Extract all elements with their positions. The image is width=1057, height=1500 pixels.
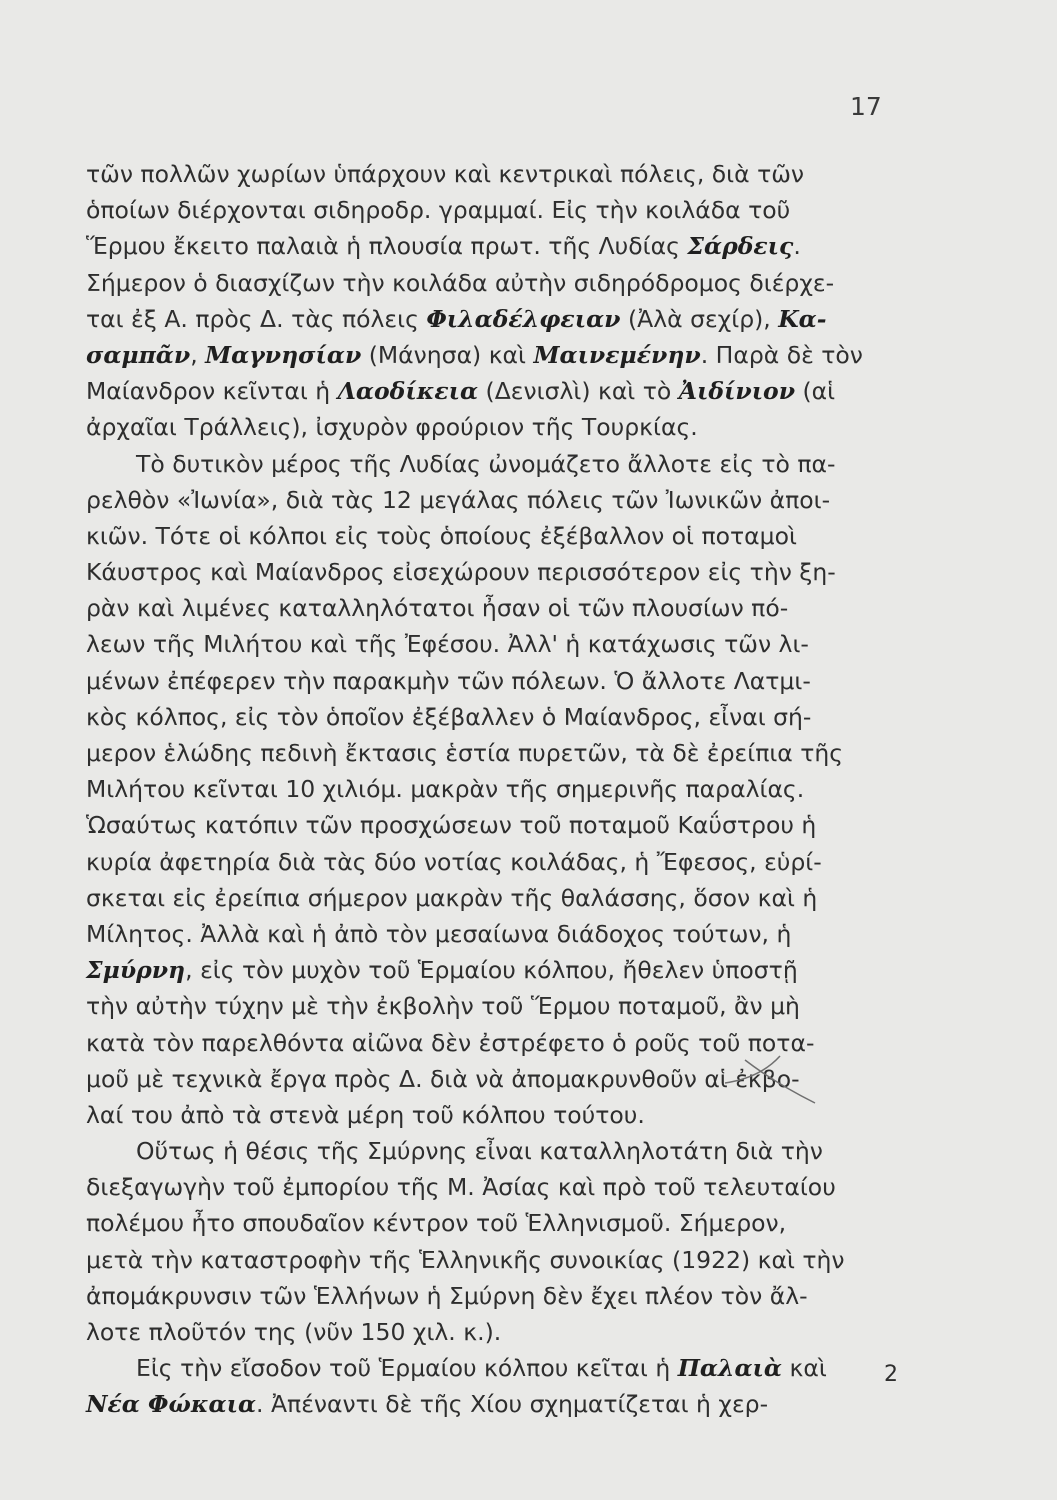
text-line [86, 409, 946, 445]
text-line [86, 192, 946, 228]
text-run: Οὕτως ἡ θέσις τῆς Σμύρνης εἶναι καταλληλοτάτη διὰ τὴν [136, 1137, 823, 1166]
text-run: , εἰς τὸν μυχὸν τοῦ Ἑρμαίου κόλπου, ἤθελεν ὑποστῇ [185, 956, 798, 985]
text-line [86, 1314, 946, 1350]
text-run: μετὰ τὴν καταστροφὴν τῆς Ἑλληνικῆς συνοικίας (1922) καὶ τὴν [86, 1245, 845, 1274]
text-line [86, 771, 946, 807]
sheet-signature: 2 [884, 1362, 898, 1387]
text-line [86, 301, 946, 337]
body-text [86, 156, 946, 1423]
place-name: Νέα Φώκαια [86, 1390, 257, 1419]
text-line [86, 228, 946, 264]
text-run: ται ἐξ Α. πρὸς Δ. τὰς πόλεις [86, 304, 427, 333]
text-run: (αἱ [795, 377, 836, 406]
text-run: μένων ἐπέφερεν τὴν παρακμὴν τῶν πόλεων. Ὁ ἄλλοτε Λατμι- [86, 666, 811, 695]
text-line [86, 844, 946, 880]
text-run: ἀρχαῖαι Τράλλεις), ἰσχυρὸν φρούριον τῆς Τουρκίας. [86, 413, 698, 442]
text-run: Μιλήτου κεῖνται 10 χιλιόμ. μακρὰν τῆς σημερινῆς παραλίας. [86, 775, 805, 804]
text-run: Ὡσαύτως κατόπιν τῶν προσχώσεων τοῦ ποταμοῦ Καΰστρου ἡ [86, 811, 817, 840]
text-run: ἀπομάκρυνσιν τῶν Ἑλλήνων ἡ Σμύρνη δὲν ἔχει πλέον τὸν ἄλ- [86, 1281, 808, 1310]
place-name: Μαινεμένην [533, 340, 701, 369]
text-run: Κάυστρος καὶ Μαίανδρος εἰσεχώρουν περισσότερον εἰς τὴν ξη- [86, 558, 836, 587]
text-run: . Παρὰ δὲ τὸν [700, 340, 863, 369]
text-line [86, 373, 946, 409]
text-line [86, 518, 946, 554]
text-run: Τὸ δυτικὸν μέρος τῆς Λυδίας ὠνομάζετο ἄλλοτε εἰς τὸ πα- [136, 449, 836, 478]
text-line [86, 590, 946, 626]
place-name: Κα- [778, 304, 827, 333]
text-run: μοῦ μὲ τεχνικὰ ἔργα πρὸς Δ. διὰ νὰ ἀπομακρυνθοῦν αἱ ἐκβο- [86, 1064, 800, 1093]
text-line [86, 988, 946, 1024]
text-run: πολέμου ἦτο σπουδαῖον κέντρον τοῦ Ἑλληνισμοῦ. Σήμερον, [86, 1209, 787, 1238]
place-name: σαμπᾶν [86, 340, 191, 369]
text-run: (Ἀλὰ σεχίρ), [620, 304, 779, 333]
text-line [86, 337, 946, 373]
text-run: , [190, 340, 206, 369]
text-line [86, 1133, 946, 1169]
text-run: τὴν αὐτὴν τύχην μὲ τὴν ἐκβολὴν τοῦ Ἕρμου ποταμοῦ, ἂν μὴ [86, 992, 800, 1021]
text-run: ὁποίων διέρχονται σιδηροδρ. γραμμαί. Εἰς τὴν κοιλάδα τοῦ [86, 196, 791, 225]
text-run: (Δενισλὶ) καὶ τὸ [478, 377, 679, 406]
text-line [86, 699, 946, 735]
text-line [86, 265, 946, 301]
text-line [86, 916, 946, 952]
text-run: κὸς κόλπος, εἰς τὸν ὁποῖον ἐξέβαλλεν ὁ Μαίανδρος, εἶναι σή- [86, 702, 812, 731]
text-line [86, 1386, 946, 1422]
text-run: . [793, 232, 801, 261]
text-run: (Μάνησα) καὶ [361, 340, 534, 369]
text-run: Εἰς τὴν εἴσοδον τοῦ Ἑρμαίου κόλπου κεῖται ἡ [136, 1354, 678, 1383]
text-line [86, 663, 946, 699]
text-run: Μαίανδρον κεῖνται ἡ [86, 377, 338, 406]
text-line [86, 1205, 946, 1241]
text-run: λαί του ἀπὸ τὰ στενὰ μέρη τοῦ κόλπου τούτου. [86, 1100, 645, 1129]
text-run: καὶ [782, 1354, 827, 1383]
text-line [86, 156, 946, 192]
text-run: ρελθὸν «Ἰωνία», διὰ τὰς 12 μεγάλας πόλεις τῶν Ἰωνικῶν ἀποι- [86, 485, 831, 514]
text-run: Σήμερον ὁ διασχίζων τὴν κοιλάδα αὐτὴν σιδηρόδρομος διέρχε- [86, 268, 835, 297]
text-run: Ἕρμου ἔκειτο παλαιὰ ἡ πλουσία πρωτ. τῆς Λυδίας [86, 232, 688, 261]
text-run: διεξαγωγὴν τοῦ ἐμπορίου τῆς Μ. Ἀσίας καὶ πρὸ τοῦ τελευταίου [86, 1173, 836, 1202]
text-run: ρὰν καὶ λιμένες καταλληλότατοι ἦσαν οἱ τῶν πλουσίων πό- [86, 594, 789, 623]
place-name: Παλαιὰ [677, 1354, 783, 1383]
text-line [86, 626, 946, 662]
place-name: Ἀιδίνιον [678, 377, 796, 406]
place-name: Σμύρνη [86, 956, 186, 985]
text-line [86, 952, 946, 988]
text-run: μερον ἑλώδης πεδινὴ ἔκτασις ἑστία πυρετῶν, τὰ δὲ ἐρείπια τῆς [86, 739, 844, 767]
text-line [86, 446, 946, 482]
text-run: τῶν πολλῶν χωρίων ὑπάρχουν καὶ κεντρικαὶ πόλεις, διὰ τῶν [86, 160, 805, 188]
text-run: σκεται εἰς ἐρείπια σήμερον μακρὰν τῆς θαλάσσης, ὅσον καὶ ἡ [86, 883, 818, 912]
text-line [86, 880, 946, 916]
page-number: 17 [850, 92, 882, 121]
text-run: κυρία ἀφετηρία διὰ τὰς δύο νοτίας κοιλάδας, ἡ Ἔφεσος, εὑρί- [86, 847, 822, 876]
text-run: λεων τῆς Μιλήτου καὶ τῆς Ἐφέσου. Ἀλλ' ἡ κατάχωσις τῶν λι- [86, 630, 809, 659]
text-line [86, 482, 946, 518]
text-run: Μίλητος. Ἀλλὰ καὶ ἡ ἀπὸ τὸν μεσαίωνα διάδοχος τούτων, ἡ [86, 919, 792, 948]
text-run: κατὰ τὸν παρελθόντα αἰῶνα δὲν ἐστρέφετο ὁ ροῦς τοῦ ποτα- [86, 1028, 815, 1057]
text-line [86, 1242, 946, 1278]
text-run: κιῶν. Τότε οἱ κόλποι εἰς τοὺς ὁποίους ἐξέβαλλον οἱ ποταμοὶ [86, 521, 797, 550]
text-run: . Ἀπέναντι δὲ τῆς Χίου σχηματίζεται ἡ χερ- [256, 1390, 769, 1419]
place-name: Φιλαδέλφειαν [426, 304, 621, 333]
text-line [86, 735, 946, 771]
text-line [86, 1278, 946, 1314]
place-name: Λαοδίκεια [337, 377, 479, 406]
text-line [86, 1169, 946, 1205]
text-run: λοτε πλοῦτόν της (νῦν 150 χιλ. κ.). [86, 1318, 502, 1346]
text-line [86, 1350, 946, 1386]
place-name: Μαγνησίαν [205, 340, 362, 369]
text-line [86, 807, 946, 843]
place-name: Σάρδεις [687, 232, 794, 261]
text-line [86, 554, 946, 590]
pen-mark-icon [720, 1048, 820, 1108]
